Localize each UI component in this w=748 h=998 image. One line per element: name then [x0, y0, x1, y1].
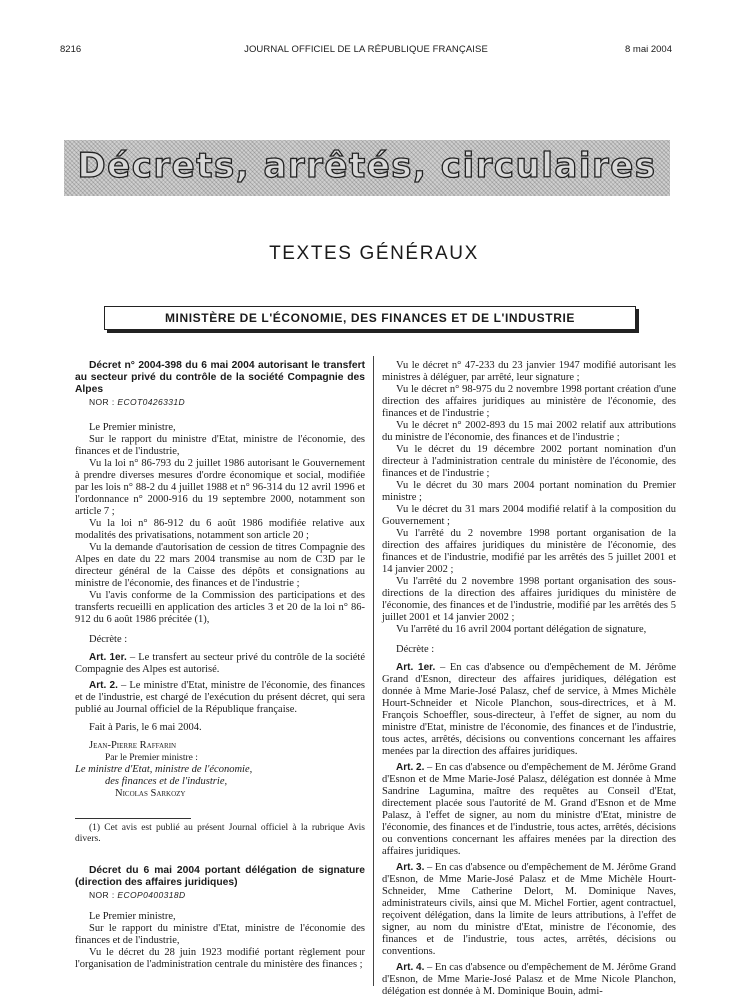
left-column: [75, 360, 365, 971]
decree2-article: [382, 762, 676, 858]
article-text: – En cas d'absence ou d'empêchement de M. Jérôme Grand d'Esnon, directeur des affaires juridiques, délégation est donnée à Mme Marie-José Palasz, chef de service, à Mmes Michèle Hourt-Schneider et Nicole Planchon, sous-directrices, et à M. François Schoeffler, sous-directeur, à l'effet de signer, au nom du ministre d'Etat, ministre de l'économie, des finances et de l'industrie, tous actes, arrêtés, décisions ou conventions concernant les affaires menées par la direction des affaires juridiques.: [382, 662, 676, 757]
decree1-intro: Le Premier ministre,: [89, 422, 176, 433]
decree1-consideration: Vu l'avis conforme de la Commission des participations et des transferts recueilli en application des articles 3 et 20 de la loi n° 86-912 du 6 août 1986 précitée (1),: [75, 590, 365, 625]
decree1-fait: Fait à Paris, le 6 mai 2004.: [89, 722, 202, 733]
article-label: Art. 4.: [396, 962, 425, 973]
ministry-heading: MINISTÈRE DE L'ÉCONOMIE, DES FINANCES ET DE L'INDUSTRIE: [104, 306, 636, 330]
decree1-footnote: (1) Cet avis est publié au présent Journal officiel à la rubrique Avis divers.: [75, 823, 365, 844]
decree2-consideration: Vu le décret n° 2002-893 du 15 mai 2002 relatif aux attributions du ministre de l'économie, des finances et de l'industrie ;: [382, 420, 676, 443]
decree2-article: [382, 862, 676, 958]
article-text: – En cas d'absence ou d'empêchement de M. Jérôme Grand d'Esnon, de Mme Marie-José Palasz et de Mme Nicole Planchon, délégation est donnée à M. Dominique Bouin, admi-: [382, 962, 676, 997]
page-number: 8216: [60, 44, 82, 55]
decree2-consideration: Vu le décret n° 98-975 du 2 novembre 1998 portant création d'une direction des affaires juridiques au ministère de l'économie, des finances et de l'industrie ;: [382, 384, 676, 419]
decree2-nor: [75, 889, 365, 901]
banner-title: Décrets, arrêtés, circulaires: [77, 146, 657, 186]
decree2-consideration: Vu le décret du 31 mars 2004 modifié relatif à la composition du Gouvernement ;: [382, 504, 676, 527]
footnote-rule: [75, 818, 191, 819]
decree2-consideration: Vu le décret du 30 mars 2004 portant nomination du Premier ministre ;: [382, 480, 676, 503]
journal-title: JOURNAL OFFICIEL DE LA RÉPUBLIQUE FRANÇAISE: [244, 44, 488, 55]
decree1-consideration: Vu la loi n° 86-793 du 2 juillet 1986 autorisant le Gouvernement à prendre diverses mesures d'ordre économique et social, modifiée par les lois n° 88-2 du 4 juillet 1988 et n° 96-314 du 12 avril 1996 et l'ordonnance n° 2000-916 du 19 septembre 2000, notamment son article 7 ;: [75, 458, 365, 517]
decree2-consideration: Vu le décret du 28 juin 1923 modifié portant règlement pour l'organisation de l'administration centrale du ministère des finances ;: [75, 947, 365, 970]
decree2-article: [382, 962, 676, 998]
article-label: Art. 2.: [89, 680, 118, 691]
decree1-consideration: Sur le rapport du ministre d'Etat, ministre de l'économie, des finances et de l'industrie,: [75, 434, 365, 457]
section-title: TEXTES GÉNÉRAUX: [269, 243, 479, 264]
decree2-decrete: Décrète :: [396, 644, 435, 655]
running-header: [60, 44, 672, 58]
publication-date: 8 mai 2004: [624, 44, 672, 55]
decree1-nor-label: NOR :: [89, 397, 115, 407]
minister-title-line2: des finances et de l'industrie,: [105, 776, 228, 787]
decree1-par-premier: Par le Premier ministre :: [105, 753, 198, 763]
decree2-article: [382, 662, 676, 758]
decree2-consideration: Vu le décret n° 47-233 du 23 janvier 1947 modifié autorisant les ministres à déléguer, par arrêté, leur signature ;: [382, 360, 676, 383]
decree1-consideration: Vu la loi n° 86-912 du 6 août 1986 modifiée relative aux modalités des privatisations, notamment son article 20 ;: [75, 518, 365, 541]
minister-title-line1: Le ministre d'Etat, ministre de l'économie,: [75, 764, 253, 775]
article-text: – En cas d'absence ou d'empêchement de M. Jérôme Grand d'Esnon et de Mme Marie-José Palasz, délégation est donnée à Mme Sandrine Lagumina, maître des requêtes au Conseil d'Etat, directement placée sous l'autorité de M. Grand d'Esnon et de Mme Palasz, à l'effet de signer, au nom du ministre d'Etat, ministre de l'économie, des finances et de l'industrie, tous actes, arrêtés, décisions ou conventions concernant les affaires menées par la direction des affaires juridiques.: [382, 762, 676, 857]
decree1-nor: [75, 396, 365, 408]
decree2-title: Décret du 6 mai 2004 portant délégation de signature (direction des affaires juridiques): [75, 865, 365, 888]
decree1-signatory: Jean-Pierre Raffarin: [89, 740, 177, 751]
decree2-nor-code: ECOP0400318D: [117, 890, 186, 900]
decree1-title: Décret n° 2004-398 du 6 mai 2004 autorisant le transfert au secteur privé du contrôle de la société Compagnie des Alpes: [75, 360, 365, 395]
decree1-nor-code: ECOT0426331D: [117, 397, 186, 407]
decree1-decrete: Décrète :: [89, 634, 128, 645]
article-label: Art. 1er.: [89, 652, 127, 663]
article-text: – Le transfert au secteur privé du contrôle de la société Compagnie des Alpes est autorisé.: [75, 652, 365, 675]
decree2-consideration: Vu l'arrêté du 2 novembre 1998 portant organisation des sous-directions de la direction des affaires juridiques du ministère de l'économie, des finances et de l'industrie, modifié par les arrêtés des 5 juillet 2001 et 14 janvier 2002 ;: [382, 576, 676, 623]
article-label: Art. 3.: [396, 862, 425, 873]
article-label: Art. 1er.: [396, 662, 436, 673]
decree2-consideration: Vu l'arrêté du 16 avril 2004 portant délégation de signature,: [396, 624, 647, 635]
minister-name: Nicolas Sarkozy: [115, 788, 186, 799]
column-divider: [373, 356, 374, 986]
article-label: Art. 2.: [396, 762, 425, 773]
article-text: – En cas d'absence ou d'empêchement de M. Jérôme Grand d'Esnon, de Mme Marie-José Palasz et de Mme Michèle Hourt-Schneider, Mme Catherine Delort, M. Dominique Naves, administrateurs civils, ainsi que M. Michel Fortier, agent contractuel, reçoivent délégation, dans la limite de leurs attributions, à l'effet de signer, au nom du ministre d'Etat, ministre de l'économie, des finances et de l'industrie, tous actes, arrêtés, décisions ou conventions.: [382, 862, 676, 957]
decree1-article: [75, 680, 365, 716]
decree2-consideration: Vu l'arrêté du 2 novembre 1998 portant organisation de la direction des affaires juridiques du ministère de l'économie, des finances et de l'industrie, modifié par les arrêtés des 5 juillet 2001 et 14 janvier 2002 ;: [382, 528, 676, 575]
decree2-consideration: Sur le rapport du ministre d'Etat, ministre de l'économie des finances et de l'industrie,: [75, 923, 365, 946]
right-column: [382, 360, 676, 998]
decree2-consideration: Vu le décret du 19 décembre 2002 portant nomination d'un directeur à l'administration centrale du ministère de l'économie, des finances et de l'industrie ;: [382, 444, 676, 479]
decree1-article: [75, 652, 365, 676]
article-text: – Le ministre d'Etat, ministre de l'économie, des finances et de l'industrie, est chargé de l'exécution du présent décret, qui sera publié au Journal officiel de la République française.: [75, 680, 366, 715]
section-banner: [64, 140, 670, 196]
decree2-intro: Le Premier ministre,: [89, 911, 176, 922]
decree2-nor-label: NOR :: [89, 890, 115, 900]
decree1-consideration: Vu la demande d'autorisation de cession de titres Compagnie des Alpes en date du 22 mars 2004 transmise au nom de C3D par le directeur général de la Caisse des dépôts et consignations au ministre de l'économie, des finances et de l'industrie ;: [75, 542, 365, 589]
